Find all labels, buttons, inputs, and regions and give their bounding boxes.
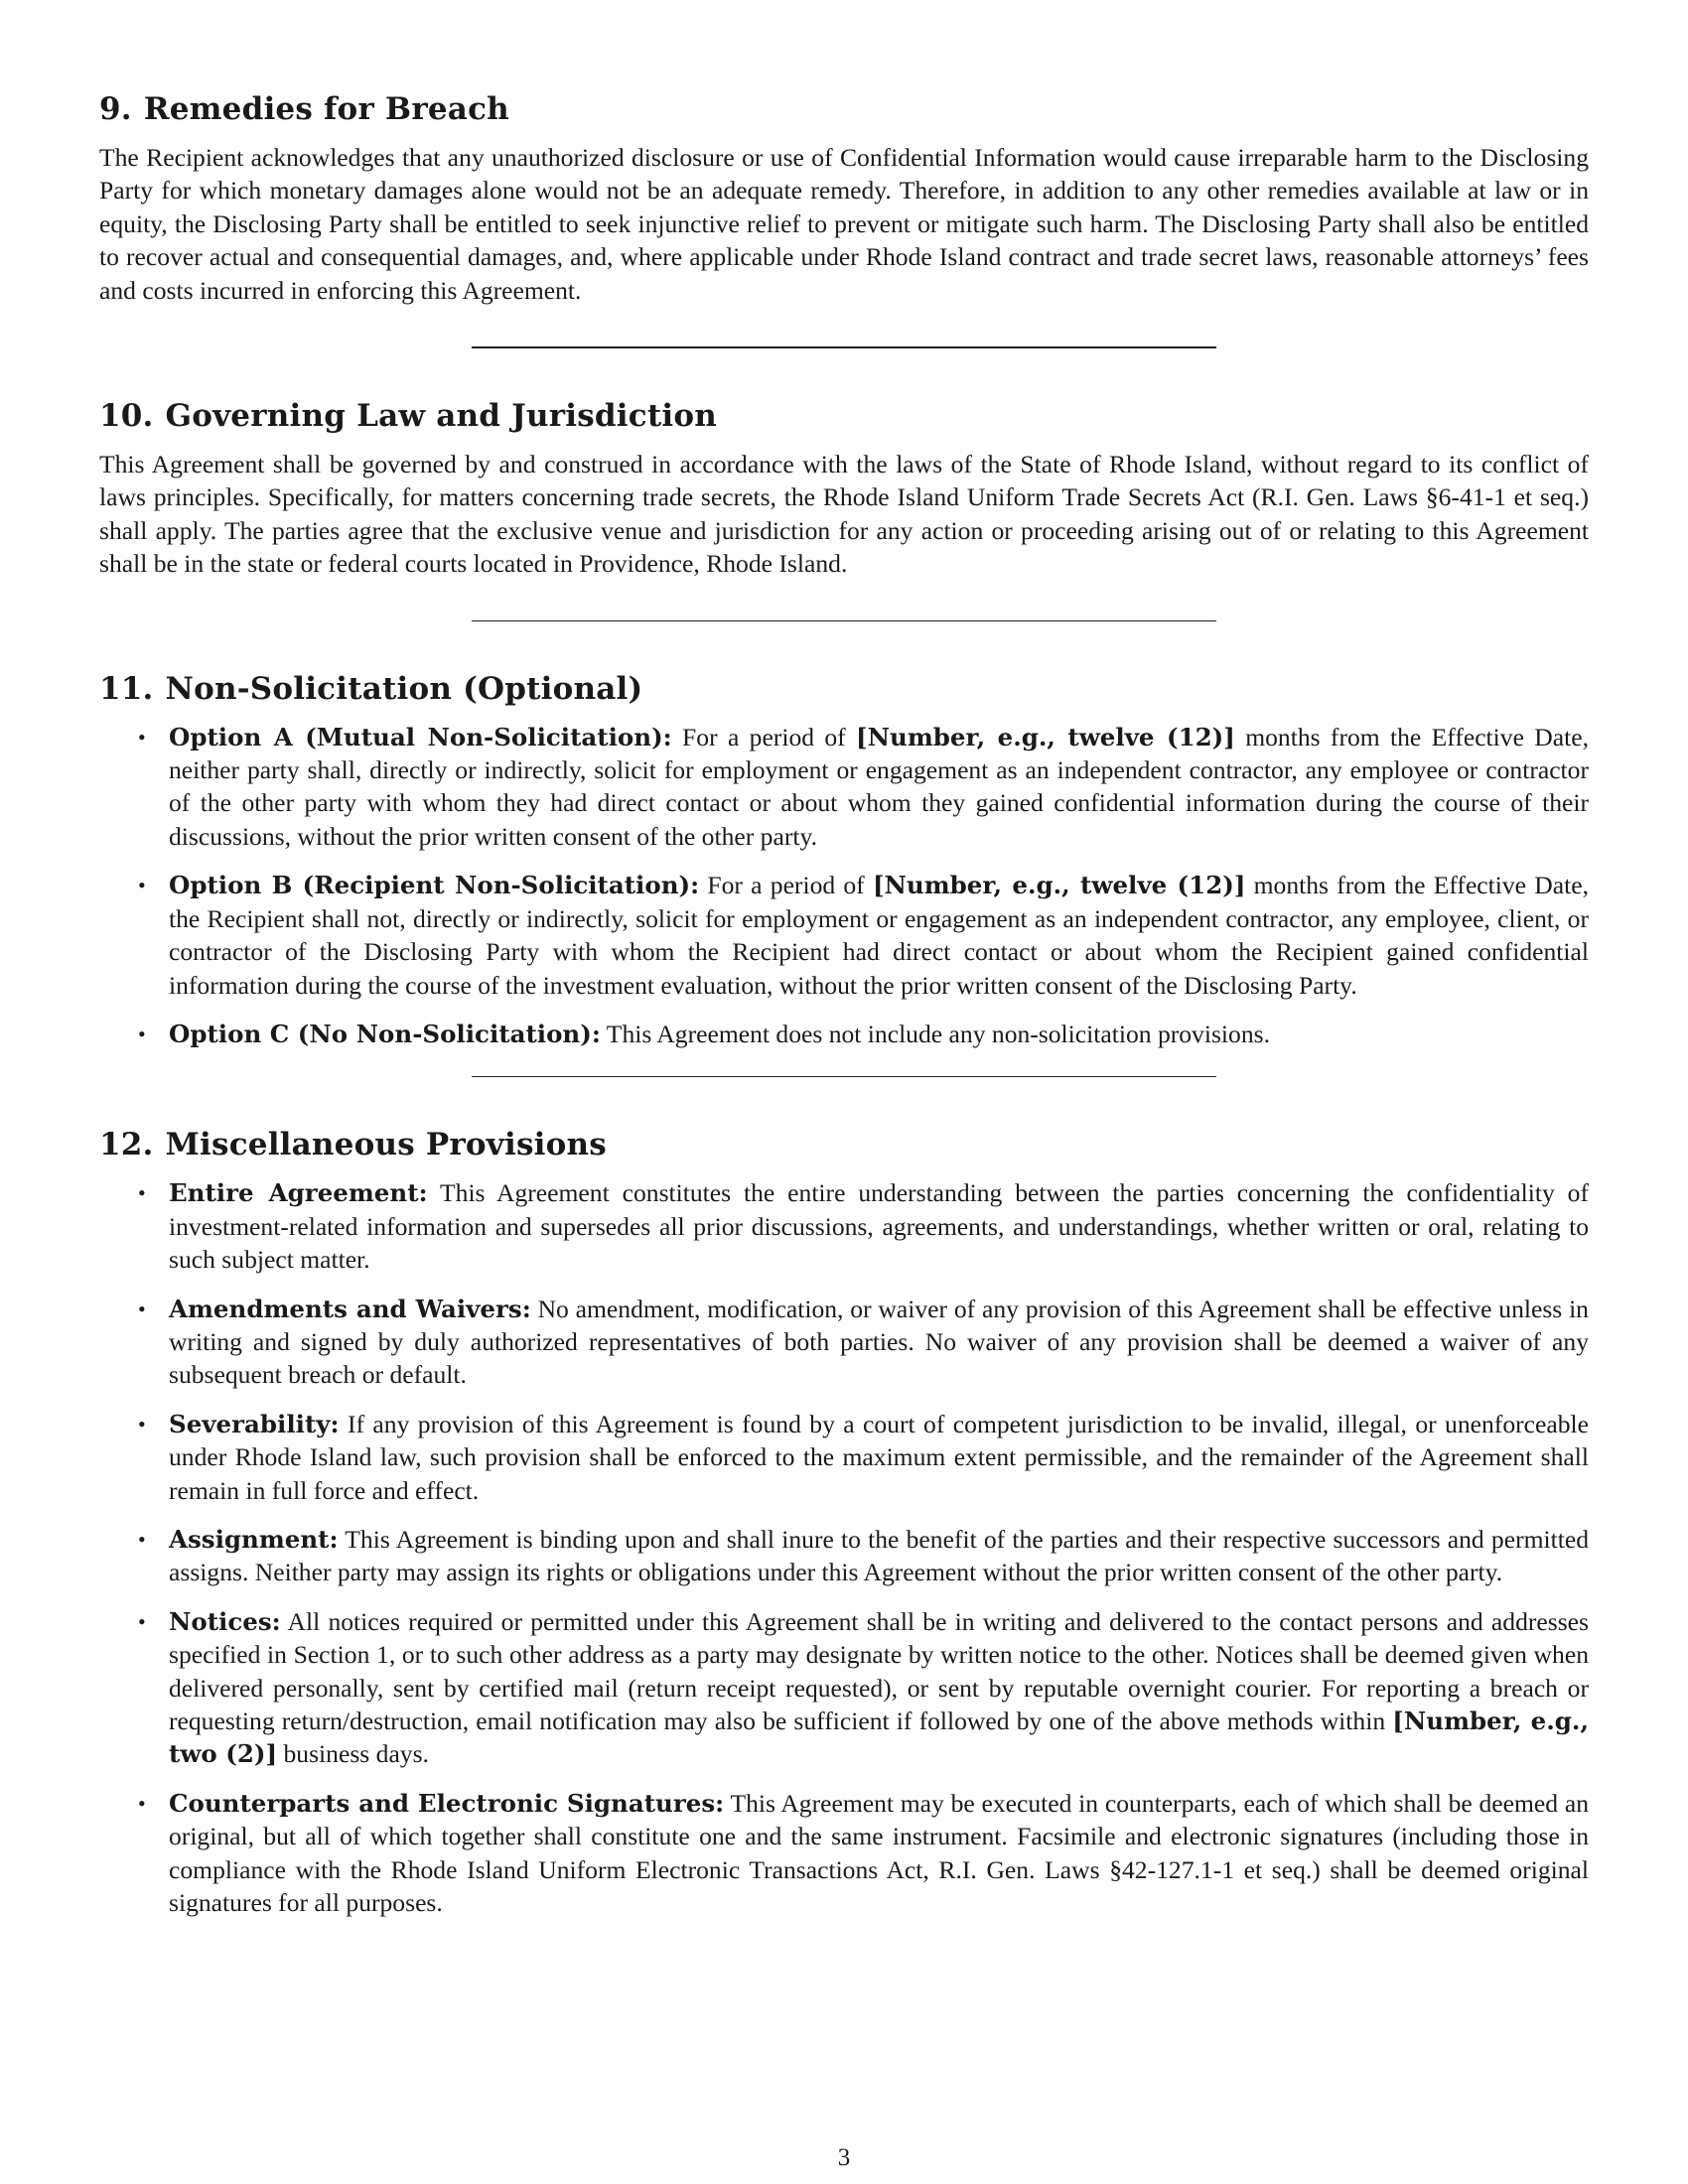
item-text: This Agreement is binding upon and shall inure to the benefit of the parties and their respective successors and permitted assigns. Neither party may assign its rights or obligations under this Agreement without the prior written consent of the other party.: [169, 1524, 1589, 1587]
bullet-icon: •: [138, 1021, 146, 1046]
bullet-icon: •: [138, 724, 146, 750]
section-title: Governing Law and Jurisdiction: [165, 398, 717, 435]
section-miscellaneous: [99, 1125, 1589, 1919]
item-label: Amendments and Waivers:: [169, 1294, 531, 1323]
item-text: months from the Effective Date, the Recipient shall not, directly or indirectly, solicit for employment or engagement as an independent contractor, any employee, client, or contractor of the Disclosing Party with whom the Recipient had direct contact or about whom the Recipient gained confidential information during the course of the investment evaluation, without the prior written consent of the Disclosing Party.: [169, 871, 1589, 1000]
placeholder-field: [Number, e.g., two (2)]: [169, 1706, 1589, 1769]
item-label: Severability:: [169, 1409, 340, 1438]
bullet-icon: •: [138, 873, 146, 898]
list-item: [99, 1408, 1589, 1507]
item-text: No amendment, modification, or waiver of any provision of this Agreement shall be effective unless in writing and signed by duly authorized representatives of both parties. No waiver of any provision shall be deemed a waiver of any subsequent breach or default.: [169, 1294, 1589, 1390]
list-item: [99, 1018, 1589, 1050]
section-heading: [99, 1125, 1589, 1164]
item-text: If any provision of this Agreement is found by a court of competent jurisdiction to be invalid, illegal, or unenforceable under Rhode Island law, such provision shall be enforced to the maximum extent permissible, and the remainder of the Agreement shall remain in full force and effect.: [169, 1409, 1589, 1505]
list-item: [99, 1293, 1589, 1392]
section-body: The Recipient acknowledges that any unauthorized disclosure or use of Confidential Information would cause irreparable harm to the Disclosing Party for which monetary damages alone would not be an adequate remedy. Therefore, in addition to any other remedies available at law or in equity, the Disclosing Party shall be entitled to seek injunctive relief to prevent or mitigate such harm. The Disclosing Party shall also be entitled to recover actual and consequential damages, and, where applicable under Rhode Island contract and trade secret laws, reasonable attorneys’ fees and costs incurred in enforcing this Agreement.: [99, 143, 1589, 305]
item-label: Option A (Mutual Non-Solicitation):: [169, 722, 672, 751]
bullet-icon: •: [138, 1180, 146, 1206]
section-non-solicitation: [99, 669, 1589, 1051]
section-number: 9.: [99, 91, 132, 127]
item-text: This Agreement may be executed in counterparts, each of which shall be deemed an original, but all of which together shall constitute one and the same instrument. Facsimile and electronic signatures (including those in compliance with the Rhode Island Uniform Electronic Transactions Act, R.I. Gen. Laws §42-127.1-1 et seq.) shall be deemed original signatures for all purposes.: [169, 1788, 1589, 1918]
section-governing-law: [99, 396, 1589, 581]
bullet-icon: •: [138, 1526, 146, 1552]
list-item: [99, 1787, 1589, 1920]
list-item: [99, 1523, 1589, 1589]
section-number: 10.: [99, 398, 154, 435]
section-heading: [99, 396, 1589, 436]
item-text: business days.: [277, 1739, 429, 1769]
list-item: [99, 1176, 1589, 1276]
item-text: months from the Effective Date, neither party shall, directly or indirectly, solicit for employment or engagement as an independent contractor, any employee or contractor of the other party with whom they had direct contact or about whom they gained confidential information during the course of their discussions, without the prior written consent of the other party.: [169, 722, 1589, 851]
section-title: Remedies for Breach: [143, 91, 509, 127]
list-item: [99, 869, 1589, 1002]
item-label: Option B (Recipient Non-Solicitation):: [169, 871, 700, 900]
document-page: [99, 89, 1589, 1935]
item-text: This Agreement constitutes the entire understanding between the parties concerning the confidentiality of investment-related information and supersedes all prior discussions, agreements, and understandings, whether written or oral, relating to such subject matter.: [169, 1178, 1589, 1275]
item-text: This Agreement does not include any non-solicitation provisions.: [600, 1019, 1270, 1048]
section-remedies-for-breach: [99, 89, 1589, 307]
bullet-icon: •: [138, 1790, 146, 1816]
section-divider: [472, 346, 1216, 348]
section-divider: [472, 620, 1216, 621]
bullet-icon: •: [138, 1296, 146, 1321]
placeholder-field: [Number, e.g., twelve (12)]: [856, 722, 1235, 751]
bullet-icon: •: [138, 1608, 146, 1634]
list-item: [99, 721, 1589, 854]
item-text: For a period of: [699, 871, 873, 900]
item-text: For a period of: [671, 722, 857, 751]
section-body: This Agreement shall be governed by and construed in accordance with the laws of the State of Rhode Island, without regard to its conflict of laws principles. Specifically, for matters concerning trade secrets, the Rhode Island Uniform Trade Secrets Act (R.I. Gen. Laws §6-41-1 et seq.) shall apply. The parties agree that the exclusive venue and jurisdiction for any action or proceeding arising out of or relating to this Agreement shall be in the state or federal courts located in Providence, Rhode Island.: [99, 450, 1589, 579]
bullet-icon: •: [138, 1411, 146, 1436]
option-list: [99, 721, 1589, 1051]
list-item: [99, 1605, 1589, 1771]
item-label: Option C (No Non-Solicitation):: [169, 1019, 601, 1048]
section-number: 11.: [99, 670, 154, 707]
item-label: Assignment:: [169, 1524, 339, 1554]
provision-list: [99, 1176, 1589, 1919]
section-divider: [472, 1076, 1216, 1077]
item-label: Counterparts and Electronic Signatures:: [169, 1788, 725, 1818]
section-number: 12.: [99, 1127, 154, 1163]
section-title: Miscellaneous Provisions: [165, 1127, 607, 1163]
item-label: Entire Agreement:: [169, 1178, 428, 1208]
placeholder-field: [Number, e.g., twelve (12)]: [872, 871, 1246, 900]
item-label: Notices:: [169, 1606, 281, 1636]
page-number: 3: [837, 2144, 851, 2171]
section-heading: [99, 669, 1589, 709]
item-text: All notices required or permitted under this Agreement shall be in writing and delivered to the contact persons and addresses specified in Section 1, or to such other address as a party may designate by written notice to the other. Notices shall be deemed given when delivered personally, sent by certified mail (return receipt requested), or sent by reputable overnight courier. For reporting a breach or requesting return/destruction, email notification may also be sufficient if followed by one of the above methods within: [169, 1606, 1589, 1735]
section-title: Non-Solicitation (Optional): [165, 670, 643, 707]
section-heading: [99, 89, 1589, 129]
